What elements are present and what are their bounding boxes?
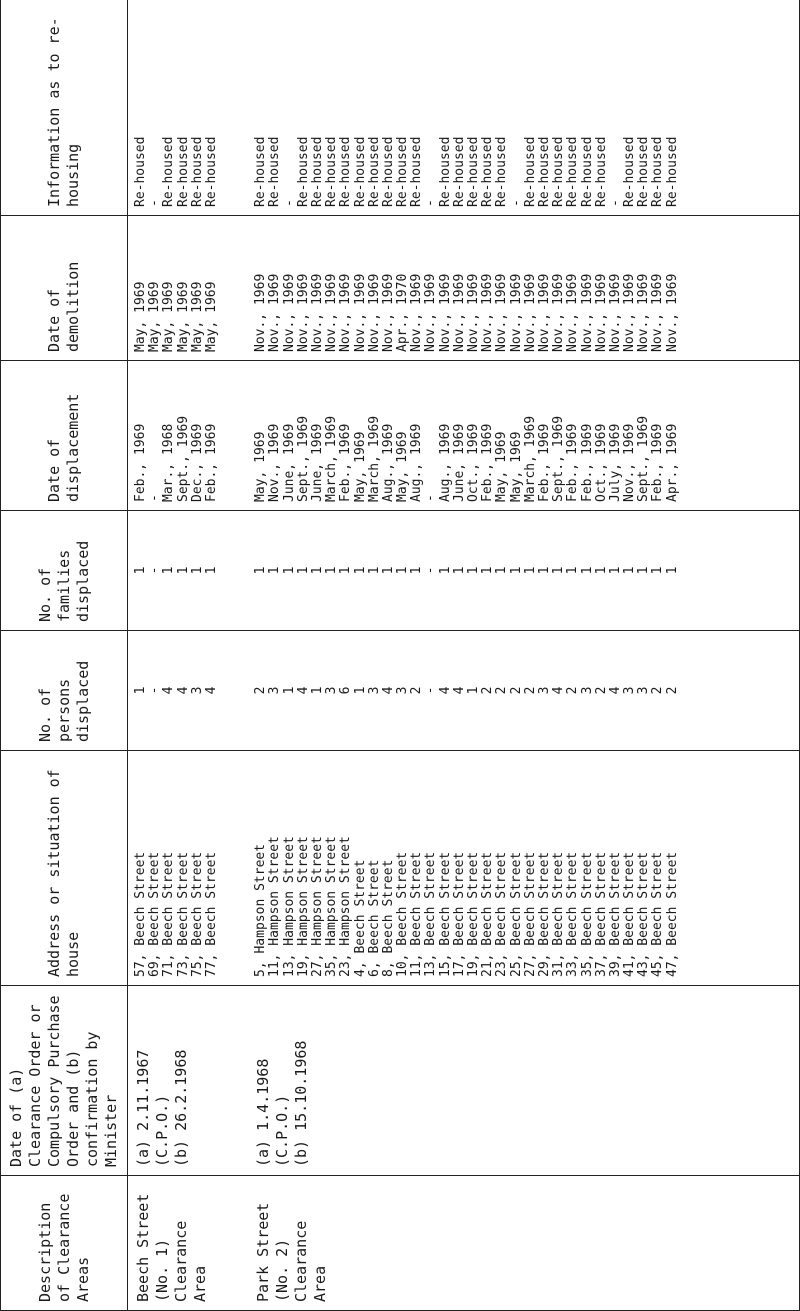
families-cell: 1	[267, 566, 283, 575]
rehousing-cell: Re-housed	[636, 136, 652, 207]
persons-cell: 3	[324, 686, 340, 695]
header-persons: No. of persons displaced	[1, 631, 128, 751]
displacement-cell: Sept., 1969	[175, 415, 191, 502]
demolition-cell: Nov., 1969	[650, 273, 666, 352]
rehousing-cell: Re-housed	[380, 136, 396, 207]
displacement-column	[128, 361, 800, 511]
header-families: No. of families displaced	[1, 511, 128, 631]
families-cell: 1	[338, 566, 354, 575]
address-cell: 15, Beech Street	[437, 851, 453, 977]
families-cell: -	[147, 566, 163, 575]
persons-cell: 2	[508, 686, 524, 695]
demolition-cell: Nov., 1969	[423, 273, 439, 352]
address-cell: 5, Hampson Street	[253, 843, 269, 977]
families-cell: 1	[551, 566, 567, 575]
families-cell: 1	[309, 566, 325, 575]
clearance-area-name: Beech Street (No. 1) Clearance Area	[134, 1193, 209, 1302]
persons-cell: 4	[161, 686, 177, 695]
rehousing-cell: Re-housed	[480, 136, 496, 207]
rehousing-cell: Re-housed	[551, 136, 567, 207]
displacement-cell: Dec., 1969	[189, 423, 205, 502]
address-cell: 43, Beech Street	[636, 851, 652, 977]
demolition-cell: Nov., 1969	[437, 273, 453, 352]
demolition-cell: Nov., 1969	[636, 273, 652, 352]
demolition-cell: Nov., 1969	[253, 273, 269, 352]
rehousing-cell: Re-housed	[203, 136, 219, 207]
rehousing-cell: Re-housed	[622, 136, 638, 207]
demolition-cell: Nov., 1969	[366, 273, 382, 352]
persons-cell: 2	[494, 686, 510, 695]
persons-cell: 3	[536, 686, 552, 695]
rehousing-cell: Re-housed	[466, 136, 481, 207]
rehousing-cell: Re-housed	[309, 136, 325, 207]
families-cell: 1	[203, 566, 219, 575]
address-cell: 35, Beech Street	[579, 851, 595, 977]
persons-cell: 6	[338, 686, 354, 695]
displacement-group	[254, 369, 680, 502]
address-group	[134, 759, 219, 977]
families-cell: 1	[579, 566, 595, 575]
families-cell: 1	[622, 566, 638, 575]
address-cell: 13, Hampson Street	[281, 836, 297, 977]
address-cell: 6, Beech Street	[366, 859, 382, 977]
displacement-cell: Apr., 1969	[664, 423, 680, 502]
persons-cell: 1	[309, 686, 325, 695]
demolition-cell: Nov., 1969	[380, 273, 396, 352]
displacement-cell: May, 1969	[508, 431, 524, 502]
demolition-cell: Nov., 1969	[579, 273, 595, 352]
address-cell: 75, Beech Street	[189, 851, 205, 977]
displacement-cell: March, 1969	[324, 415, 340, 502]
persons-column	[128, 631, 800, 751]
rehousing-cell: Re-housed	[175, 136, 191, 207]
demolition-cell: Nov., 1969	[451, 273, 467, 352]
persons-cell: 1	[466, 686, 481, 695]
persons-cell: 3	[636, 686, 652, 695]
demolition-cell: Nov., 1969	[622, 273, 638, 352]
displacement-cell: Feb., 1969	[338, 423, 354, 502]
address-cell: 21, Beech Street	[480, 851, 496, 977]
persons-cell: 1	[352, 686, 368, 695]
demolition-column	[128, 216, 800, 361]
demolition-cell: Nov., 1969	[565, 273, 581, 352]
order-date-a: (a) 1.4.1968 (C.P.O.)	[254, 1058, 292, 1167]
demolition-cell: Nov., 1969	[352, 273, 368, 352]
displacement-cell: Oct., 1969	[593, 423, 609, 502]
rehousing-cell: Re-housed	[395, 136, 411, 207]
persons-cell: 2	[480, 686, 496, 695]
rehousing-cell: Re-housed	[352, 136, 368, 207]
families-cell: 1	[565, 566, 581, 575]
rehousing-group	[134, 8, 219, 207]
address-cell: 47, Beech Street	[664, 851, 680, 977]
persons-cell: 4	[380, 686, 396, 695]
address-cell: 13, Beech Street	[423, 851, 439, 977]
displacement-cell: Aug., 1969	[380, 423, 396, 502]
demolition-cell: Nov., 1969	[508, 273, 524, 352]
rehousing-cell: Re-housed	[338, 136, 354, 207]
rehousing-cell: Re-housed	[267, 136, 283, 207]
persons-cell: 1	[281, 686, 297, 695]
demolition-cell: Nov., 1969	[295, 273, 311, 352]
families-cell: 1	[636, 566, 652, 575]
address-cell: 25, Beech Street	[508, 851, 524, 977]
families-cell: 1	[324, 566, 340, 575]
rehousing-cell: Re-housed	[437, 136, 453, 207]
persons-group	[134, 639, 219, 742]
demolition-cell: Nov., 1969	[664, 273, 680, 352]
persons-cell: -	[423, 686, 439, 695]
demolition-cell: Nov., 1969	[324, 273, 340, 352]
displacement-cell: June, 1969	[281, 423, 297, 502]
families-group	[134, 519, 219, 622]
families-column	[128, 511, 800, 631]
demolition-cell: Nov., 1969	[281, 273, 297, 352]
persons-cell: 3	[622, 686, 638, 695]
rehousing-cell: Re-housed	[650, 136, 666, 207]
displacement-cell: March, 1969	[522, 415, 538, 502]
displacement-cell: Feb., 1969	[480, 423, 496, 502]
persons-cell: 2	[593, 686, 609, 695]
persons-cell: 3	[395, 686, 411, 695]
rehousing-cell: Re-housed	[324, 136, 340, 207]
displacement-cell: Sept., 1969	[636, 415, 652, 502]
rehousing-cell: -	[423, 199, 439, 207]
displacement-cell: Sept., 1969	[295, 415, 311, 502]
address-cell: 23, Hampson Street	[338, 836, 354, 977]
displacement-cell: -	[147, 494, 163, 502]
displacement-cell: March, 1969	[366, 415, 382, 502]
demolition-cell: Nov., 1969	[338, 273, 354, 352]
displacement-cell: Aug., 1969	[409, 423, 425, 502]
families-cell: 1	[366, 566, 382, 575]
persons-cell: 4	[175, 686, 191, 695]
demolition-group	[134, 224, 219, 352]
demolition-cell: Nov., 1969	[593, 273, 609, 352]
families-cell: 1	[133, 566, 148, 575]
families-cell: 1	[593, 566, 609, 575]
address-cell: 11, Beech Street	[409, 851, 425, 977]
families-cell: 1	[437, 566, 453, 575]
families-cell: 1	[253, 566, 269, 575]
persons-cell: 4	[607, 686, 623, 695]
address-cell: 35, Hampson Street	[324, 836, 340, 977]
persons-cell: 2	[522, 686, 538, 695]
header-displacement: Date of displacement	[1, 361, 128, 511]
address-cell: 73, Beech Street	[175, 851, 191, 977]
rehousing-cell: Re-housed	[253, 136, 269, 207]
persons-cell: 4	[203, 686, 219, 695]
families-cell: 1	[281, 566, 297, 575]
header-address: Address or situation of house	[1, 751, 128, 986]
families-cell: 1	[451, 566, 467, 575]
demolition-cell: Nov., 1969	[536, 273, 552, 352]
families-cell: 1	[466, 566, 481, 575]
displacement-cell: Feb., 1969	[650, 423, 666, 502]
demolition-cell: May, 1969	[189, 281, 205, 352]
address-cell: 19, Beech Street	[466, 851, 481, 977]
displacement-cell: -	[423, 494, 439, 502]
displacement-cell: June, 1969	[451, 423, 467, 502]
persons-cell: 2	[409, 686, 425, 695]
displacement-cell: May, 1969	[395, 431, 411, 502]
rehousing-cell: Re-housed	[522, 136, 538, 207]
persons-cell: 4	[295, 686, 311, 695]
rehousing-cell: Re-housed	[494, 136, 510, 207]
rehousing-cell: Re-housed	[133, 136, 148, 207]
displacement-cell: July, 1969	[607, 423, 623, 502]
demolition-cell: Nov., 1969	[607, 273, 623, 352]
header-row	[1, 0, 128, 1311]
persons-cell: 4	[551, 686, 567, 695]
demolition-cell: May, 1969	[133, 281, 148, 352]
families-cell: 1	[352, 566, 368, 575]
persons-cell: 3	[267, 686, 283, 695]
header-area: Description of Clearance Areas	[1, 1176, 128, 1311]
displacement-group	[134, 369, 219, 502]
address-cell: 57, Beech Street	[133, 851, 148, 977]
displacement-cell: Oct., 1969	[466, 423, 481, 502]
displacement-cell: Feb., 1969	[565, 423, 581, 502]
address-cell: 17, Beech Street	[451, 851, 467, 977]
demolition-cell: Nov., 1969	[480, 273, 496, 352]
families-cell: 1	[607, 566, 623, 575]
demolition-cell: Nov., 1969	[551, 273, 567, 352]
address-cell: 69, Beech Street	[147, 851, 163, 977]
address-cell: 37, Beech Street	[593, 851, 609, 977]
demolition-cell: Nov., 1969	[466, 273, 481, 352]
demolition-cell: Nov., 1969	[409, 273, 425, 352]
persons-cell: 4	[451, 686, 467, 695]
demolition-cell: May, 1969	[175, 281, 191, 352]
rehousing-cell: -	[147, 199, 163, 207]
demolition-cell: May, 1969	[203, 281, 219, 352]
displacement-cell: Feb., 1969	[133, 423, 148, 502]
families-cell: 1	[380, 566, 396, 575]
clearance-area-name: Park Street (No. 2) Clearance Area	[254, 1202, 330, 1302]
displacement-cell: Feb., 1969	[536, 423, 552, 502]
persons-cell: 3	[366, 686, 382, 695]
families-cell: 1	[395, 566, 411, 575]
rehousing-cell: Re-housed	[451, 136, 467, 207]
families-cell: 1	[409, 566, 425, 575]
families-group	[254, 519, 680, 622]
families-cell: 1	[189, 566, 205, 575]
demolition-group	[254, 224, 680, 352]
rehousing-cell: Re-housed	[409, 136, 425, 207]
address-column	[128, 751, 800, 986]
persons-cell: -	[147, 686, 163, 695]
displacement-cell: May, 1969	[352, 431, 368, 502]
address-cell: 4, Beech Street	[352, 859, 368, 977]
rehousing-cell: Re-housed	[579, 136, 595, 207]
rehousing-cell: -	[281, 199, 297, 207]
families-cell: 1	[295, 566, 311, 575]
order-dates-column	[128, 986, 800, 1176]
rehousing-cell: Re-housed	[189, 136, 205, 207]
order-date-b: (b) 15.10.1968	[292, 1040, 311, 1167]
address-cell: 77, Beech Street	[203, 851, 219, 977]
address-cell: 23, Beech Street	[494, 851, 510, 977]
demolition-cell: Nov., 1969	[522, 273, 538, 352]
families-cell: -	[423, 566, 439, 575]
persons-cell: 2	[650, 686, 666, 695]
address-cell: 11, Hampson Street	[267, 836, 283, 977]
rehousing-cell: Re-housed	[161, 136, 177, 207]
persons-cell: 2	[565, 686, 581, 695]
families-cell: 1	[175, 566, 191, 575]
rehousing-cell: Re-housed	[664, 136, 680, 207]
persons-cell: 4	[437, 686, 453, 695]
order-date-b: (b) 26.2.1968	[172, 1049, 190, 1167]
address-cell: 19, Hampson Street	[295, 836, 311, 977]
rehousing-column	[128, 0, 800, 216]
address-cell: 10, Beech Street	[395, 851, 411, 977]
address-cell: 8, Beech Street	[380, 859, 396, 977]
displacement-cell: May, 1969	[253, 431, 269, 502]
header-order-dates: Date of (a) Clearance Order or Compulsory Purchase Order and (b) confirmation by Minister	[1, 986, 128, 1176]
displacement-cell: Nov., 1969	[267, 423, 283, 502]
demolition-cell: May, 1969	[161, 281, 177, 352]
displacement-cell: May, 1969	[494, 431, 510, 502]
rehousing-cell: Re-housed	[295, 136, 311, 207]
persons-group	[254, 639, 680, 742]
address-cell: 33, Beech Street	[565, 851, 581, 977]
address-cell: 29, Beech Street	[536, 851, 552, 977]
rehousing-cell: Re-housed	[366, 136, 382, 207]
order-dates	[134, 994, 219, 1167]
address-cell: 45, Beech Street	[650, 851, 666, 977]
area-column	[128, 1176, 800, 1311]
displacement-cell: Nov., 1969	[622, 423, 638, 502]
address-cell: 27, Hampson Street	[309, 836, 325, 977]
demolition-cell: Nov., 1969	[494, 273, 510, 352]
demolition-cell: Nov., 1969	[267, 273, 283, 352]
header-rehousing: Information as to re-housing	[1, 0, 128, 216]
persons-cell: 2	[253, 686, 269, 695]
displacement-cell: Aug., 1969	[437, 423, 453, 502]
rehousing-cell: -	[607, 199, 623, 207]
displacement-cell: Feb., 1969	[579, 423, 595, 502]
families-cell: 1	[650, 566, 666, 575]
displacement-cell: Feb., 1969	[203, 423, 219, 502]
address-group	[254, 759, 680, 977]
families-cell: 1	[161, 566, 177, 575]
families-cell: 1	[522, 566, 538, 575]
body-row	[128, 0, 800, 1311]
demolition-cell: May, 1969	[147, 281, 163, 352]
families-cell: 1	[508, 566, 524, 575]
families-cell: 1	[494, 566, 510, 575]
address-cell: 41, Beech Street	[622, 851, 638, 977]
families-cell: 1	[664, 566, 680, 575]
order-date-a: (a) 2.11.1967 (C.P.O.)	[134, 1049, 171, 1167]
families-cell: 1	[536, 566, 552, 575]
displacement-cell: June, 1969	[309, 423, 325, 502]
displacement-cell: Mar., 1968	[161, 423, 177, 502]
rehousing-cell: Re-housed	[593, 136, 609, 207]
persons-cell: 3	[579, 686, 595, 695]
address-cell: 71, Beech Street	[161, 851, 177, 977]
rehousing-cell: -	[508, 199, 524, 207]
demolition-cell: Nov., 1969	[309, 273, 325, 352]
order-dates	[254, 994, 680, 1167]
address-cell: 31, Beech Street	[551, 851, 567, 977]
header-demolition: Date of demolition	[1, 216, 128, 361]
displacement-cell: Sept., 1969	[551, 415, 567, 502]
persons-cell: 2	[664, 686, 680, 695]
rehousing-cell: Re-housed	[565, 136, 581, 207]
rehousing-cell: Re-housed	[536, 136, 552, 207]
families-cell: 1	[480, 566, 496, 575]
persons-cell: 3	[189, 686, 205, 695]
demolition-cell: Apr., 1970	[395, 273, 411, 352]
address-cell: 27, Beech Street	[522, 851, 538, 977]
persons-cell: 1	[133, 686, 148, 695]
address-cell: 39, Beech Street	[607, 851, 623, 977]
rehousing-group	[254, 8, 680, 207]
